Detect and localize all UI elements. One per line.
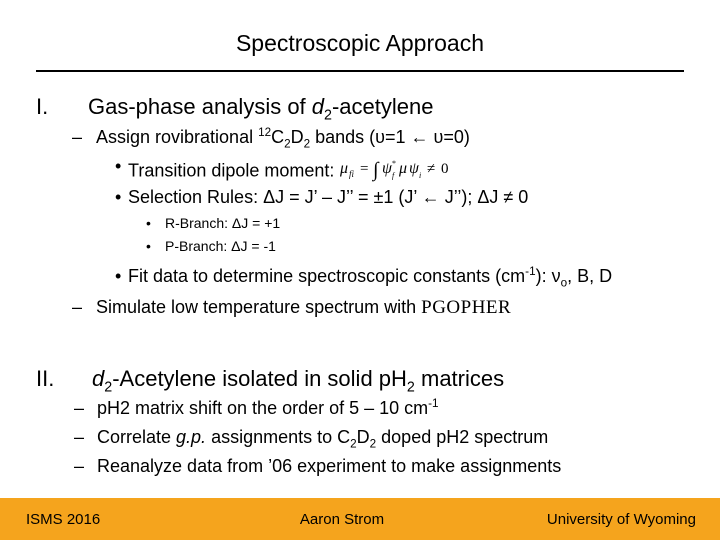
selection-rules-text: Selection Rules: ΔJ = J’ – J’’ = ±1 (J’ ← J’’); ΔJ ≠ 0 [128,187,529,207]
matrix-shift-text: pH2 matrix shift on the order of 5 – 10 $cm^{-1}$ [97,397,439,418]
bullet: • [115,266,122,286]
dipole-moment-line: Transition dipole moment: μ fi = ∫ ψ * f μ ψ i ≠ 0 [128,156,492,187]
bullet: • [146,238,151,254]
svg-text:fi: fi [349,169,355,179]
dash-bullet: – [74,398,85,418]
svg-text:μ: μ [340,160,349,177]
svg-text:i: i [419,171,422,180]
svg-text:*: * [392,159,397,168]
fit-data-text: Fit data to determine spectroscopic constants $(cm^{-1})$: $\nu_o$, B, D [128,265,613,290]
dash-bullet: – [72,127,83,147]
dash-bullet: – [74,427,85,447]
section-2-numeral: II. [36,366,55,391]
correlate-text: Correlate g.p. assignments to $C_2D_2$ doped pH2 spectrum [97,427,549,451]
section-1-heading: Gas-phase analysis of $d_2$-acetylene [88,94,434,124]
svg-text:0: 0 [441,161,449,177]
svg-text:μ: μ [399,160,408,177]
dash-bullet: – [72,297,83,317]
footer-center-cell [196,498,488,540]
footer-right-cell [488,498,720,540]
title-divider [36,70,684,72]
svg-text:f: f [392,171,395,180]
slide-title: Spectroscopic Approach [235,30,485,56]
svg-text:∫: ∫ [373,159,379,181]
footer-author: Aaron Strom [299,511,385,528]
bullet: • [115,156,122,176]
dipole-formula [340,156,492,187]
bullet: • [115,187,122,207]
bullet: • [146,215,151,231]
footer-conference: ISMS 2016 [26,511,101,528]
footer-affiliation: University of Wyoming [546,511,696,528]
r-branch-text: R-Branch: ΔJ = +1 [165,215,281,231]
p-branch-text: P-Branch: ΔJ = -1 [165,238,276,254]
section-1-numeral: I. [36,94,49,119]
reanalyze-text: Reanalyze data from ’06 experiment to make assignments [97,456,562,476]
pgopher-label: PGOPHER [421,297,512,318]
footer-bar [0,498,720,540]
section-2-heading: $d_2$-Acetylene isolated in solid $pH_2$ matrices [92,366,505,396]
dash-bullet: – [74,456,85,476]
svg-text:ψ: ψ [382,160,393,177]
svg-text:ψ: ψ [409,160,420,177]
svg-text:≠: ≠ [427,161,436,177]
footer-left-cell [0,498,196,540]
simulate-text: Simulate low temperature spectrum with PGOPHER [96,297,512,318]
assign-bands-text: Assign rovibrational $^{12}C_2D_2$ bands (υ=1 ← υ=0) [96,126,470,151]
svg-text:=: = [360,161,369,177]
